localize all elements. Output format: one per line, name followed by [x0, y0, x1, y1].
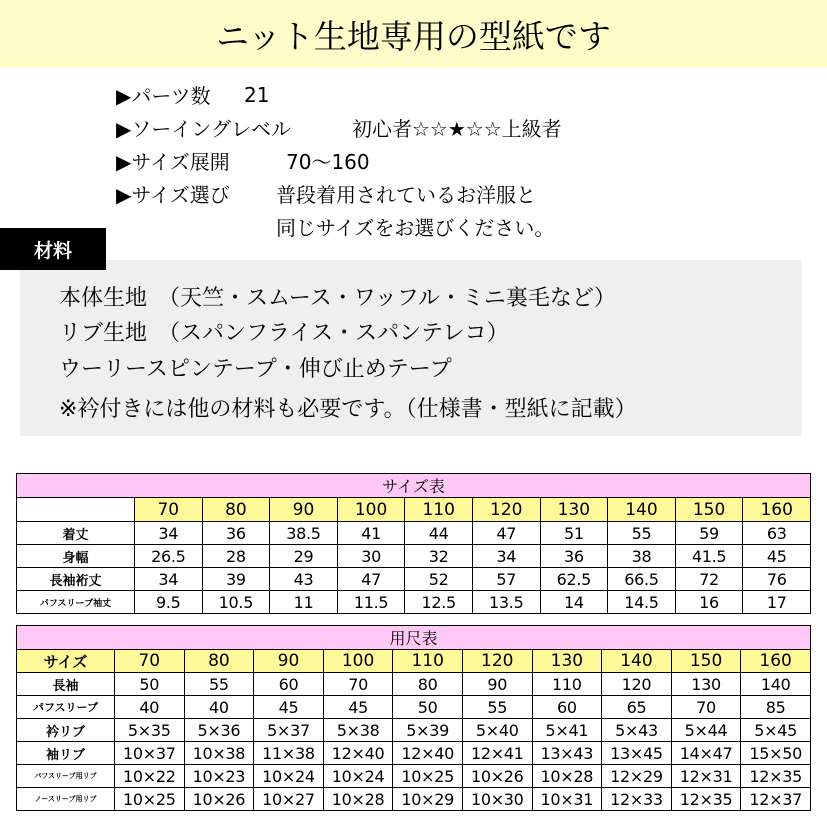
table-cell: 110 [532, 673, 602, 696]
size-header: 130 [540, 498, 608, 522]
table-cell: 10×38 [184, 742, 254, 765]
table-row [17, 742, 811, 765]
size-header: 70 [115, 650, 185, 673]
table-cell: 34 [472, 545, 540, 568]
table-cell: 12×29 [602, 765, 672, 788]
size-table [16, 473, 811, 614]
info-value: 初心者☆☆★☆☆上級者 [352, 117, 562, 141]
table-cell: 10×23 [184, 765, 254, 788]
table-cell: 40 [184, 696, 254, 719]
table-cell: 13×45 [602, 742, 672, 765]
table-cell: 10×25 [393, 765, 463, 788]
yardage-table [16, 625, 811, 811]
row-label: パフスリーブ用リブ [17, 765, 115, 788]
table-cell: 9.5 [135, 591, 203, 614]
info-label: ▶サイズ展開 [116, 150, 230, 174]
table-cell: 60 [254, 673, 324, 696]
table-cell: 14 [540, 591, 608, 614]
size-header: 80 [184, 650, 254, 673]
table-cell: 10×37 [115, 742, 185, 765]
page-title: ニット生地専用の型紙です [216, 16, 611, 56]
size-header: 140 [608, 498, 676, 522]
table-cell: 120 [602, 673, 672, 696]
size-header: 120 [472, 498, 540, 522]
table-cell: 43 [270, 568, 338, 591]
size-header: 130 [532, 650, 602, 673]
table-cell: 10×31 [532, 788, 602, 811]
table-cell: 10×24 [323, 765, 393, 788]
table-cell: 52 [405, 568, 473, 591]
row-label: 袖リブ [17, 742, 115, 765]
table-cell: 10×28 [532, 765, 602, 788]
material-line: 本体生地 （天竺・スムース・ワッフル・ミニ裏毛など） [59, 286, 616, 311]
table-cell: 32 [405, 545, 473, 568]
table-cell: 45 [743, 545, 811, 568]
table-cell: 66.5 [608, 568, 676, 591]
table-cell: 47 [472, 522, 540, 545]
material-line: ※衿付きには他の材料も必要です。（仕様書・型紙に記載） [59, 397, 637, 422]
info-label: ▶パーツ数 [116, 84, 211, 108]
table-cell: 30 [337, 545, 405, 568]
table-cell: 70 [671, 696, 741, 719]
yardage-table-caption: 用尺表 [17, 626, 811, 650]
table-cell: 55 [184, 673, 254, 696]
table-cell: 5×40 [462, 719, 532, 742]
table-cell: 47 [337, 568, 405, 591]
table-cell: 12×35 [741, 765, 811, 788]
row-label: 身幅 [17, 545, 135, 568]
row-label: 衿リブ [17, 719, 115, 742]
table-cell: 10×24 [254, 765, 324, 788]
info-value: 21 [244, 82, 270, 107]
table-row [17, 568, 811, 591]
table-cell: 17 [743, 591, 811, 614]
table-cell: 50 [115, 673, 185, 696]
table-cell: 15×50 [741, 742, 811, 765]
table-cell: 36 [540, 545, 608, 568]
table-cell: 45 [254, 696, 324, 719]
row-label: パフスリーブ [17, 696, 115, 719]
size-header: 80 [202, 498, 270, 522]
table-cell: 10×25 [115, 788, 185, 811]
table-cell: 34 [135, 522, 203, 545]
size-header: 150 [671, 650, 741, 673]
table-cell: 26.5 [135, 545, 203, 568]
size-header: 160 [743, 498, 811, 522]
table-cell: 13×43 [532, 742, 602, 765]
table-cell: 70 [323, 673, 393, 696]
material-line: ウーリースピンテープ・伸び止めテープ [59, 357, 452, 382]
row-label: パフスリーブ袖丈 [17, 591, 135, 614]
table-cell: 11.5 [337, 591, 405, 614]
table-row [17, 673, 811, 696]
table-cell: 59 [675, 522, 743, 545]
table-cell: 12×37 [741, 788, 811, 811]
info-value: 普段着用されているお洋服と [276, 183, 536, 207]
table-cell: 5×37 [254, 719, 324, 742]
table-cell: 14.5 [608, 591, 676, 614]
table-cell: 10×28 [323, 788, 393, 811]
size-header: 100 [337, 498, 405, 522]
info-value: 同じサイズをお選びください。 [276, 216, 555, 240]
table-cell: 5×43 [602, 719, 672, 742]
table-cell: 41.5 [675, 545, 743, 568]
table-cell: 62.5 [540, 568, 608, 591]
table-cell: 55 [608, 522, 676, 545]
info-parts [116, 78, 562, 111]
table-row [17, 719, 811, 742]
size-header: 140 [602, 650, 672, 673]
table-cell: 5×45 [741, 719, 811, 742]
table-cell: 60 [532, 696, 602, 719]
table-cell: 10×26 [184, 788, 254, 811]
table-cell: 16 [675, 591, 743, 614]
table-cell: 12.5 [405, 591, 473, 614]
table-cell: 12×35 [671, 788, 741, 811]
table-cell: 29 [270, 545, 338, 568]
size-header: 160 [741, 650, 811, 673]
material-line: リブ生地 （スパンフライス・スパンテレコ） [59, 321, 509, 346]
info-size-range [116, 144, 562, 177]
table-cell: 10.5 [202, 591, 270, 614]
table-cell: 5×38 [323, 719, 393, 742]
table-cell: 38 [608, 545, 676, 568]
table-cell: 10×30 [462, 788, 532, 811]
info-label: ▶サイズ選び [116, 183, 230, 207]
info-size-choice [116, 177, 562, 210]
row-label: 長袖 [17, 673, 115, 696]
table-cell: 10×27 [254, 788, 324, 811]
size-header: 100 [323, 650, 393, 673]
table-cell: 12×41 [462, 742, 532, 765]
table-cell: 13.5 [472, 591, 540, 614]
table-row [17, 765, 811, 788]
table-cell: 41 [337, 522, 405, 545]
table-cell: 55 [462, 696, 532, 719]
table-cell: 63 [743, 522, 811, 545]
size-table-corner [17, 498, 135, 522]
table-cell: 5×35 [115, 719, 185, 742]
info-level [116, 111, 562, 144]
table-cell: 10×26 [462, 765, 532, 788]
table-cell: 12×40 [393, 742, 463, 765]
table-cell: 11 [270, 591, 338, 614]
size-header: 90 [254, 650, 324, 673]
row-label: 長袖裄丈 [17, 568, 135, 591]
table-row [17, 788, 811, 811]
yardage-header-label: サイズ [17, 650, 115, 673]
table-cell: 90 [462, 673, 532, 696]
table-cell: 10×29 [393, 788, 463, 811]
table-cell: 36 [202, 522, 270, 545]
title-banner [0, 0, 827, 68]
table-cell: 5×39 [393, 719, 463, 742]
info-value: 70～160 [286, 150, 370, 174]
table-cell: 5×41 [532, 719, 602, 742]
materials-tag: 材料 [0, 228, 106, 270]
table-cell: 44 [405, 522, 473, 545]
size-header: 110 [405, 498, 473, 522]
table-row [17, 591, 811, 614]
info-list [116, 78, 562, 243]
info-size-choice-cont [116, 210, 562, 243]
row-label: ノースリーブ用リブ [17, 788, 115, 811]
size-header: 110 [393, 650, 463, 673]
table-cell: 65 [602, 696, 672, 719]
table-cell: 12×40 [323, 742, 393, 765]
size-table-caption: サイズ表 [17, 474, 811, 498]
table-cell: 28 [202, 545, 270, 568]
table-cell: 14×47 [671, 742, 741, 765]
table-cell: 5×44 [671, 719, 741, 742]
size-header: 150 [675, 498, 743, 522]
table-cell: 76 [743, 568, 811, 591]
table-cell: 39 [202, 568, 270, 591]
info-label: ▶ソーイングレベル [116, 117, 291, 141]
table-cell: 38.5 [270, 522, 338, 545]
table-row [17, 696, 811, 719]
table-row [17, 522, 811, 545]
table-cell: 80 [393, 673, 463, 696]
table-cell: 85 [741, 696, 811, 719]
table-cell: 10×22 [115, 765, 185, 788]
size-header: 70 [135, 498, 203, 522]
table-cell: 34 [135, 568, 203, 591]
table-row [17, 545, 811, 568]
table-cell: 5×36 [184, 719, 254, 742]
table-cell: 12×31 [671, 765, 741, 788]
table-cell: 12×33 [602, 788, 672, 811]
table-cell: 51 [540, 522, 608, 545]
table-cell: 50 [393, 696, 463, 719]
table-cell: 72 [675, 568, 743, 591]
row-label: 着丈 [17, 522, 135, 545]
table-cell: 140 [741, 673, 811, 696]
table-cell: 57 [472, 568, 540, 591]
table-cell: 130 [671, 673, 741, 696]
table-cell: 11×38 [254, 742, 324, 765]
size-header: 90 [270, 498, 338, 522]
table-cell: 45 [323, 696, 393, 719]
size-header: 120 [462, 650, 532, 673]
table-cell: 40 [115, 696, 185, 719]
